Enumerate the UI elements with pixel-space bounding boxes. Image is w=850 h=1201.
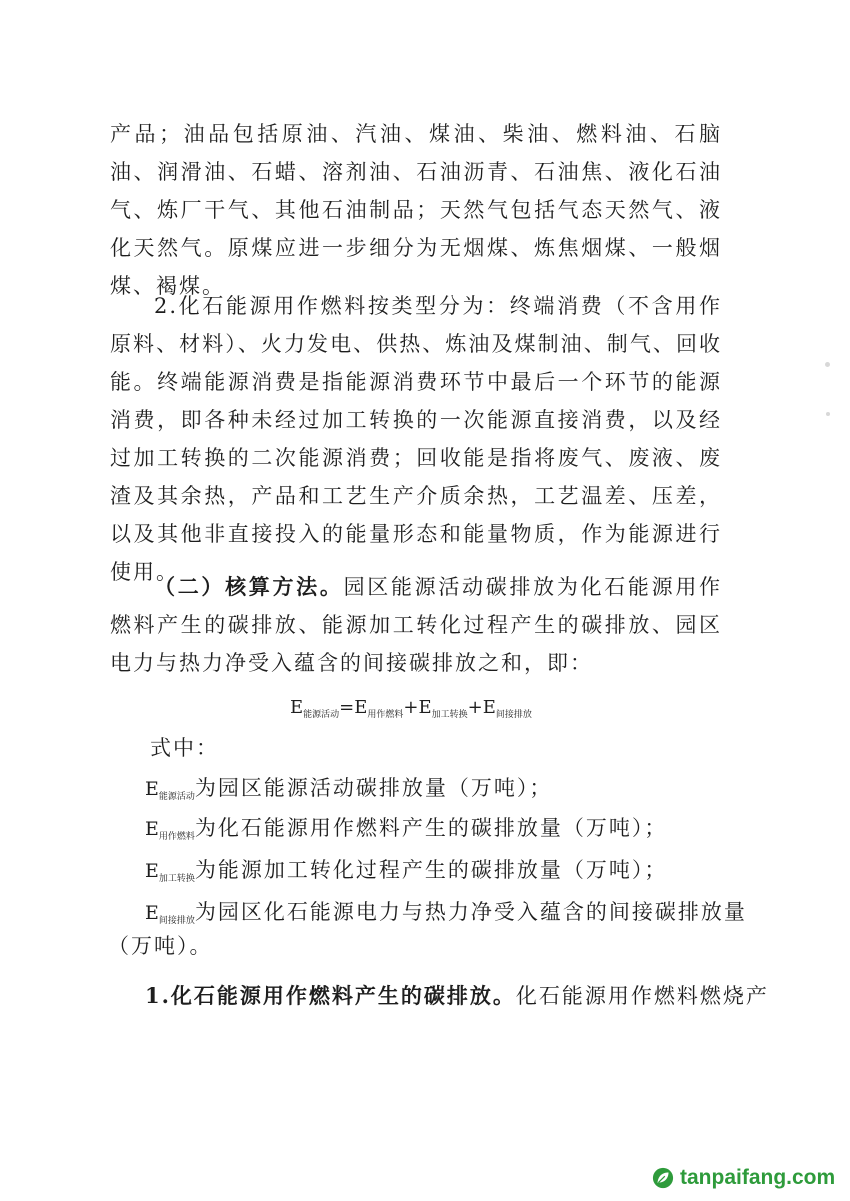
definition-processing: $E_{加工转换}$为能源加工转化过程产生的碳排放量（万吨）； [145, 858, 668, 884]
scan-speck [825, 362, 830, 367]
leaf-icon [652, 1167, 674, 1189]
paragraph-fuel-usage: 2.化石能源用作燃料按类型分为：终端消费（不含用作原料、材料）、火力发电、供热、炼油及煤制油、制气、回收能。终端能源消费是指能源消费环节中最后一个环节的能源消费，即各种未经过加工转换的一次能源直接消费，以及经过加工转换的二次能源消费；回收能是指将废气、废液、废渣及其余热，产品和工艺生产介质余热，工艺温差、压差，以及其他非直接投入的能量形态和能量物质，作为能源进行使用。 [110, 294, 722, 584]
watermark-text: tanpaifang.com [680, 1166, 836, 1189]
subsection-heading: 1.化石能源用作燃料产生的碳排放。 [145, 983, 516, 1008]
emission-formula: $E_{能源活动}=E_{用作燃料}+E_{加工转换}+E_{间接排放}$ [290, 697, 532, 720]
definition-energy-activity: $E_{能源活动}$为园区能源活动碳排放量（万吨）； [145, 776, 553, 802]
subsection-body: 化石能源用作燃料燃烧产 [515, 984, 769, 1008]
watermark [652, 1166, 835, 1190]
paragraph-fuel-types: 产品；油品包括原油、汽油、煤油、柴油、燃料油、石脑油、润滑油、石蜡、溶剂油、石油沥青、石油焦、液化石油气、炼厂干气、其他石油制品；天然气包括气态天然气、液化天然气。原煤应进一步细分为无烟煤、炼焦烟煤、一般烟煤、褐煤。 [110, 122, 722, 298]
paragraph-fuel-emission [145, 980, 769, 1010]
where-label: 式中： [150, 736, 219, 760]
definition-fuel-use: $E_{用作燃料}$为化石能源用作燃料产生的碳排放量（万吨）； [145, 816, 668, 842]
scan-speck [826, 412, 830, 416]
section-heading: （二）核算方法。 [154, 574, 344, 599]
paragraph-accounting-method [110, 568, 722, 682]
definition-indirect-continued: （万吨）。 [108, 934, 213, 958]
section-body: 园区能源活动碳排放为化石能源用作燃料产生的碳排放、能源加工转化过程产生的碳排放、园区电力与热力净受入蕴含的间接碳排放之和，即： [110, 575, 723, 675]
definition-indirect: $E_{间接排放}$为园区化石能源电力与热力净受入蕴含的间接碳排放量 [145, 900, 747, 926]
